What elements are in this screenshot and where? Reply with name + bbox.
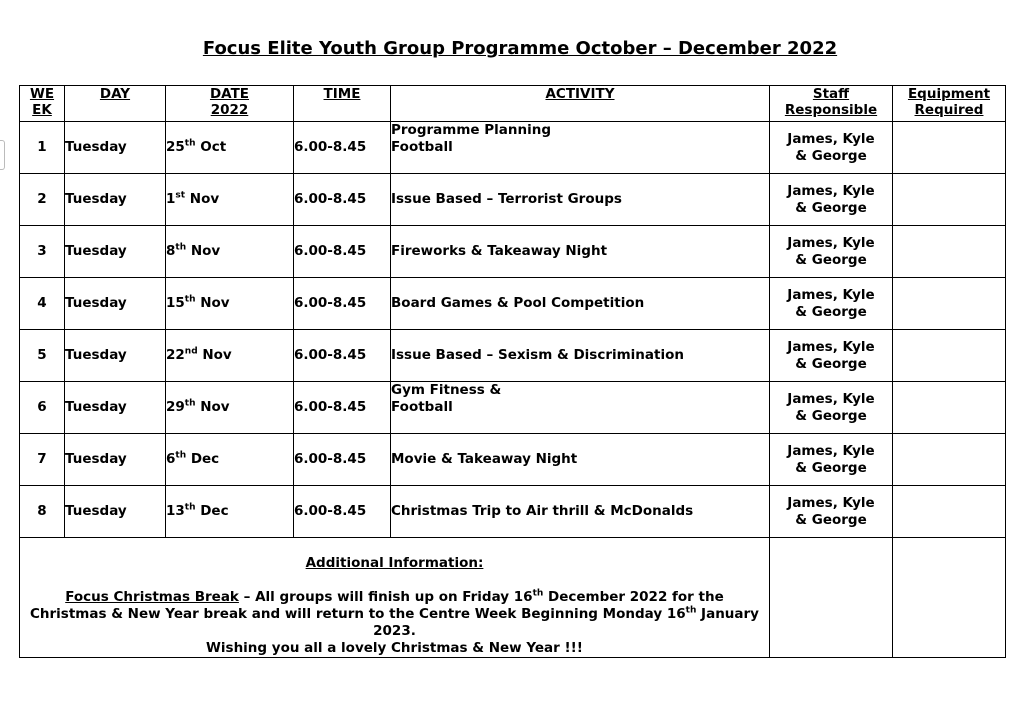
day-cell: Tuesday <box>65 278 166 330</box>
day-cell: Tuesday <box>65 486 166 538</box>
date-cell: 6th Dec <box>166 434 294 486</box>
time-cell: 6.00-8.45 <box>294 434 391 486</box>
additional-equipment-cell <box>893 538 1006 658</box>
date-cell: 8th Nov <box>166 226 294 278</box>
christmas-break-label: Focus Christmas Break <box>65 589 239 605</box>
table-row <box>20 382 1006 434</box>
activity-cell: Fireworks & Takeaway Night <box>391 226 770 278</box>
header-time: TIME <box>294 86 391 122</box>
equipment-cell <box>893 330 1006 382</box>
activity-cell: Issue Based – Sexism & Discrimination <box>391 330 770 382</box>
staff-cell: James, Kyle & George <box>770 434 893 486</box>
date-cell: 22nd Nov <box>166 330 294 382</box>
table-row <box>20 434 1006 486</box>
activity-cell: Christmas Trip to Air thrill & McDonalds <box>391 486 770 538</box>
day-cell: Tuesday <box>65 330 166 382</box>
staff-cell: James, Kyle & George <box>770 382 893 434</box>
week-cell: 1 <box>20 122 65 174</box>
additional-staff-cell <box>770 538 893 658</box>
activity-cell: Issue Based – Terrorist Groups <box>391 174 770 226</box>
time-cell: 6.00-8.45 <box>294 226 391 278</box>
date-cell: 1st Nov <box>166 174 294 226</box>
activity-cell: Gym Fitness & Football <box>391 382 770 434</box>
week-cell: 2 <box>20 174 65 226</box>
staff-cell: James, Kyle & George <box>770 278 893 330</box>
additional-info-heading: Additional Information: <box>305 555 484 571</box>
table-row <box>20 486 1006 538</box>
table-row <box>20 278 1006 330</box>
week-cell: 6 <box>20 382 65 434</box>
staff-cell: James, Kyle & George <box>770 486 893 538</box>
header-date: DATE 2022 <box>166 86 294 122</box>
header-staff: Staff Responsible <box>770 86 893 122</box>
header-activity: ACTIVITY <box>391 86 770 122</box>
time-cell: 6.00-8.45 <box>294 278 391 330</box>
activity-cell: Programme Planning Football <box>391 122 770 174</box>
week-cell: 3 <box>20 226 65 278</box>
window-edge-handle <box>0 140 5 170</box>
equipment-cell <box>893 278 1006 330</box>
week-cell: 7 <box>20 434 65 486</box>
equipment-cell <box>893 486 1006 538</box>
additional-info-cell <box>20 538 770 658</box>
date-cell: 15th Nov <box>166 278 294 330</box>
header-week: WE EK <box>20 86 65 122</box>
activity-cell: Board Games & Pool Competition <box>391 278 770 330</box>
equipment-cell <box>893 174 1006 226</box>
time-cell: 6.00-8.45 <box>294 382 391 434</box>
equipment-cell <box>893 434 1006 486</box>
equipment-cell <box>893 226 1006 278</box>
header-day: DAY <box>65 86 166 122</box>
day-cell: Tuesday <box>65 382 166 434</box>
additional-info-row <box>20 538 1006 658</box>
additional-info-text: Focus Christmas Break – All groups will finish up on Friday 16th December 2022 for the Christmas & New Year break and will return to the Centre Week Beginning Monday 16th January 2023. Wishing you all a lovely Christmas & New Year !!! <box>30 588 759 656</box>
staff-cell: James, Kyle & George <box>770 226 893 278</box>
time-cell: 6.00-8.45 <box>294 330 391 382</box>
programme-table <box>19 85 1006 658</box>
header-equipment: Equipment Required <box>893 86 1006 122</box>
week-cell: 8 <box>20 486 65 538</box>
staff-cell: James, Kyle & George <box>770 174 893 226</box>
equipment-cell <box>893 122 1006 174</box>
day-cell: Tuesday <box>65 122 166 174</box>
week-cell: 5 <box>20 330 65 382</box>
activity-cell: Movie & Takeaway Night <box>391 434 770 486</box>
table-row <box>20 330 1006 382</box>
day-cell: Tuesday <box>65 226 166 278</box>
table-row <box>20 226 1006 278</box>
staff-cell: James, Kyle & George <box>770 330 893 382</box>
date-cell: 25th Oct <box>166 122 294 174</box>
page-title: Focus Elite Youth Group Programme October – December 2022 <box>202 38 838 59</box>
date-cell: 29th Nov <box>166 382 294 434</box>
time-cell: 6.00-8.45 <box>294 174 391 226</box>
week-cell: 4 <box>20 278 65 330</box>
table-row <box>20 122 1006 174</box>
date-cell: 13th Dec <box>166 486 294 538</box>
time-cell: 6.00-8.45 <box>294 122 391 174</box>
table-row <box>20 174 1006 226</box>
time-cell: 6.00-8.45 <box>294 486 391 538</box>
staff-cell: James, Kyle & George <box>770 122 893 174</box>
day-cell: Tuesday <box>65 434 166 486</box>
header-row <box>20 86 1006 122</box>
equipment-cell <box>893 382 1006 434</box>
day-cell: Tuesday <box>65 174 166 226</box>
